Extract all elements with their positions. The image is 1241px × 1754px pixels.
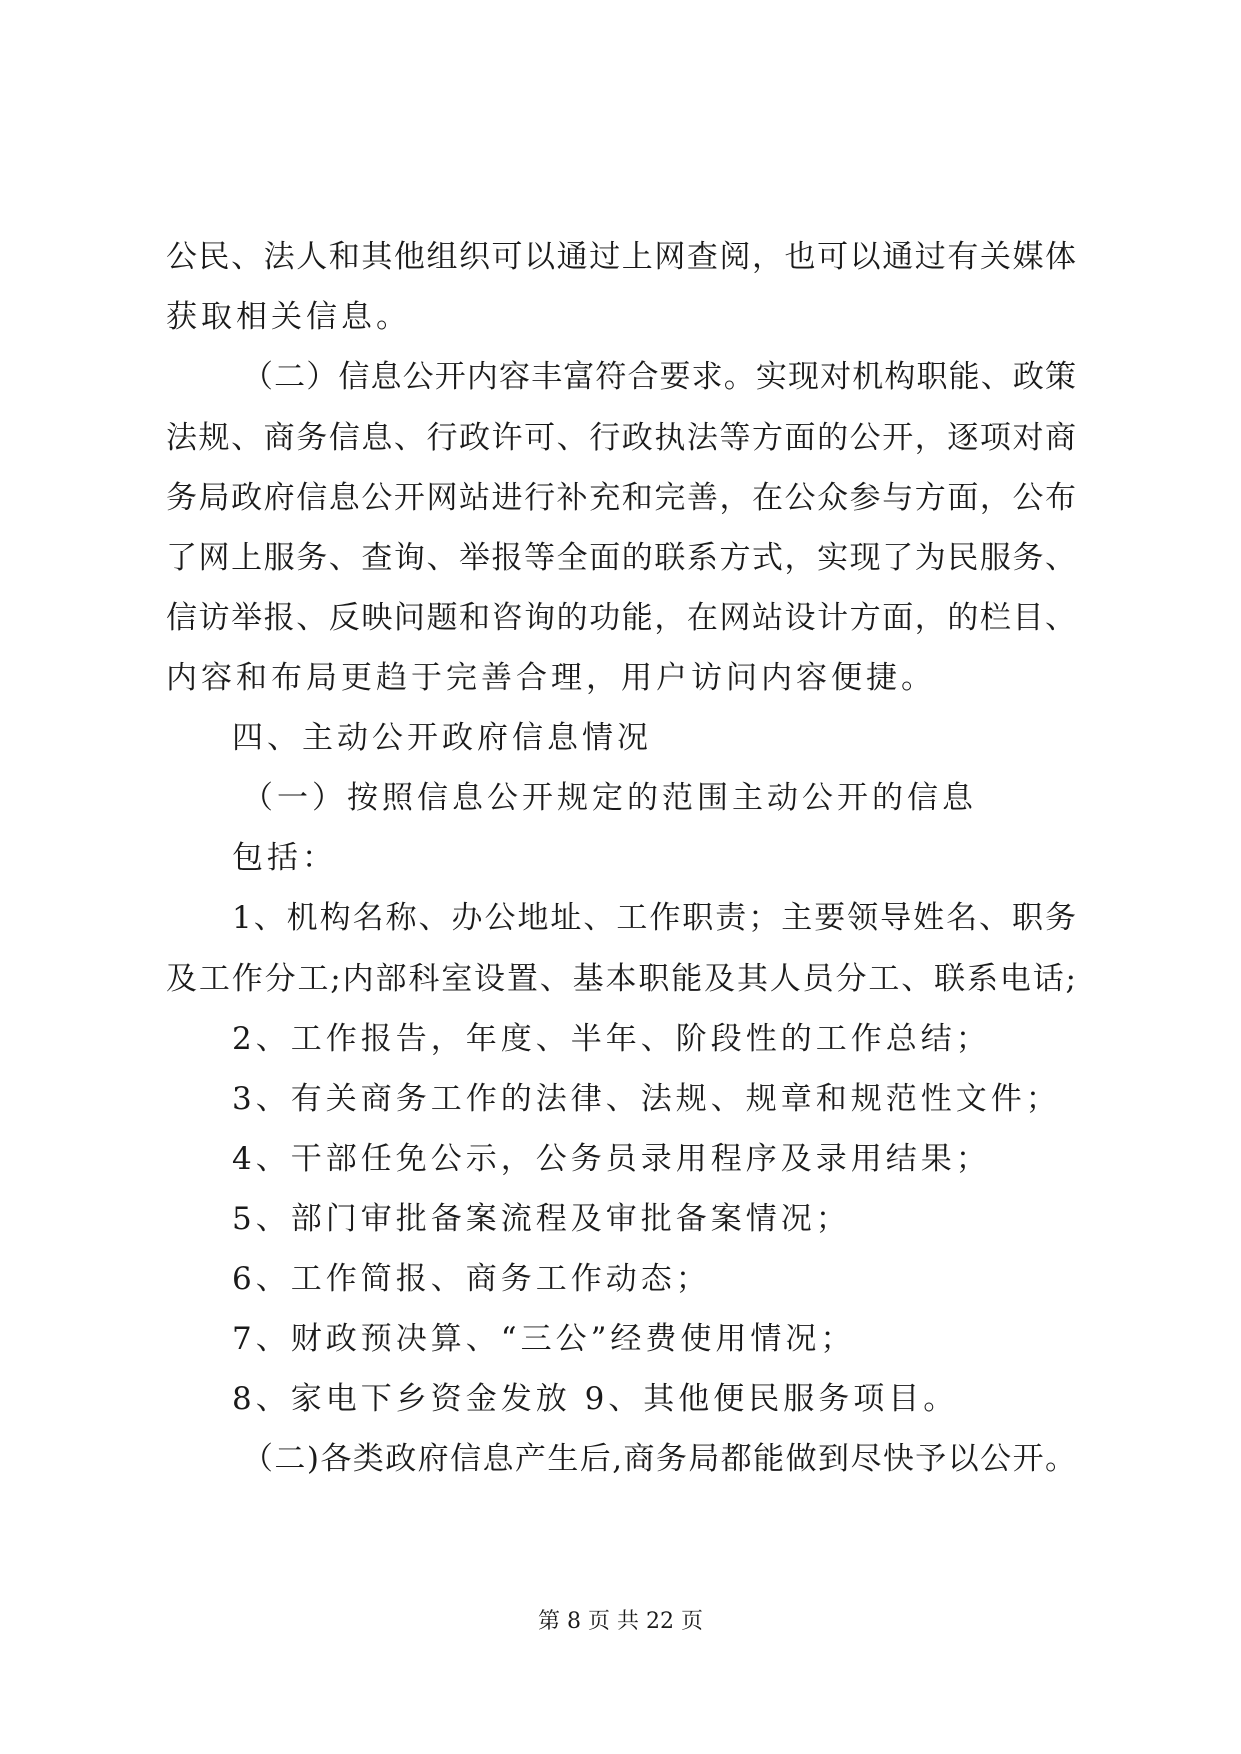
subsection-heading-1: （一）按照信息公开规定的范围主动公开的信息: [242, 780, 977, 816]
section-heading: 四、主动公开政府信息情况: [232, 720, 652, 756]
list-item-3: 3、有关商务工作的法律、法规、规章和规范性文件；: [232, 1081, 1061, 1117]
page-number-footer: 第 8 页 共 22 页: [538, 1609, 703, 1634]
list-item-2: 2、工作报告，年度、半年、阶段性的工作总结；: [232, 1021, 991, 1057]
subsection-heading-2: （二)各类政府信息产生后,商务局都能做到尽快予以公开。: [242, 1441, 1076, 1477]
list-item-4: 4、干部任免公示，公务员录用程序及录用结果；: [232, 1141, 991, 1177]
text-line-7: 信访举报、反映问题和咨询的功能，在网站设计方面，的栏目、: [166, 600, 1076, 636]
list-item-7: 7、财政预决算、“三公”经费使用情况；: [232, 1321, 856, 1357]
list-item-6: 6、工作简报、商务工作动态；: [232, 1261, 711, 1297]
text-line-6: 了网上服务、查询、举报等全面的联系方式，实现了为民服务、: [166, 540, 1076, 576]
list-item-1: 1、机构名称、办公地址、工作职责；主要领导姓名、职务: [232, 900, 1076, 936]
text-line-4: 法规、商务信息、行政许可、行政执法等方面的公开，逐项对商: [166, 420, 1076, 456]
list-item-8: 8、家电下乡资金发放 9、其他便民服务项目。: [232, 1381, 959, 1417]
text-line-1: 公民、法人和其他组织可以通过上网查阅，也可以通过有关媒体: [166, 239, 1076, 275]
text-line-11: 包括：: [232, 840, 337, 876]
list-item-1-continued: 及工作分工;内部科室设置、基本职能及其人员分工、联系电话;: [166, 961, 1076, 997]
list-item-5: 5、部门审批备案流程及审批备案情况；: [232, 1201, 851, 1237]
text-line-3: （二）信息公开内容丰富符合要求。实现对机构职能、政策: [242, 359, 1076, 395]
text-line-8: 内容和布局更趋于完善合理，用户访问内容便捷。: [166, 660, 936, 696]
text-line-5: 务局政府信息公开网站进行补充和完善，在公众参与方面，公布: [166, 480, 1076, 516]
text-line-2: 获取相关信息。: [166, 299, 411, 335]
